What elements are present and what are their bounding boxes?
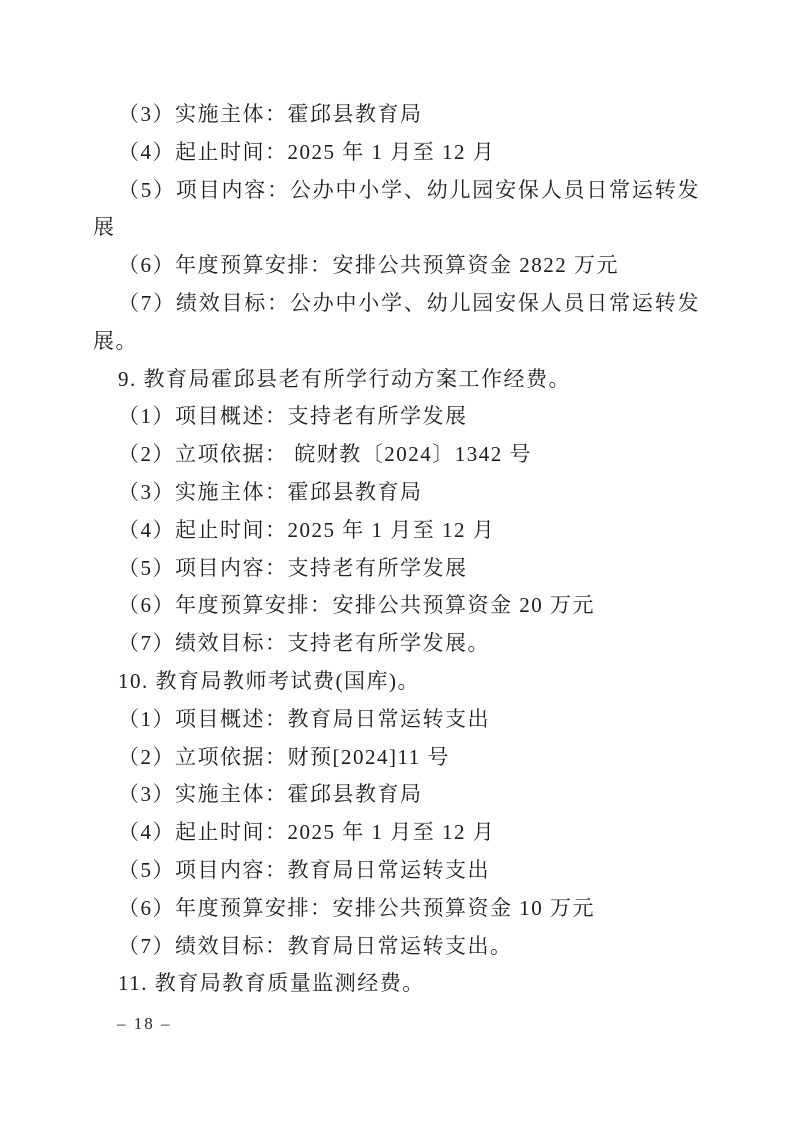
project-detail-line: （4）起止时间：2025 年 1 月至 12 月 xyxy=(118,517,496,542)
project-detail-line: （7）绩效目标：教育局日常运转支出。 xyxy=(118,933,513,958)
project-detail-line: （6）年度预算安排：安排公共预算资金 2822 万元 xyxy=(118,253,619,278)
project-detail-line: （6）年度预算安排：安排公共预算资金 20 万元 xyxy=(118,593,595,618)
project-detail-line: （3）实施主体：霍邱县教育局 xyxy=(118,479,423,504)
project-detail-line: （2）立项依据： 皖财教〔2024〕1342 号 xyxy=(118,442,532,467)
project-detail-line: （7）绩效目标：支持老有所学发展。 xyxy=(118,631,490,656)
project-detail-line: （5）项目内容：教育局日常运转支出 xyxy=(118,857,490,882)
page-footer xyxy=(117,1014,172,1034)
project-item-heading: 10. 教育局教师考试费(国库)。 xyxy=(118,668,420,693)
project-detail-line: （5）项目内容：支持老有所学发展 xyxy=(118,555,468,580)
project-detail-line: （7）绩效目标：公办中小学、幼儿园安保人员日常运转发展。 xyxy=(93,290,700,353)
project-detail-line: （3）实施主体：霍邱县教育局 xyxy=(118,782,423,807)
project-detail-line: （1）项目概述：支持老有所学发展 xyxy=(118,404,468,429)
project-detail-line: （2）立项依据：财预[2024]11 号 xyxy=(118,744,450,769)
project-detail-line: （5）项目内容：公办中小学、幼儿园安保人员日常运转发展 xyxy=(93,177,700,240)
project-detail-line: （1）项目概述：教育局日常运转支出 xyxy=(118,706,490,731)
project-item-heading: 9. 教育局霍邱县老有所学行动方案工作经费。 xyxy=(118,366,571,391)
project-detail-line: （3）实施主体：霍邱县教育局 xyxy=(118,102,423,126)
project-detail-line: （6）年度预算安排：安排公共预算资金 10 万元 xyxy=(118,895,595,920)
project-detail-line: （4）起止时间：2025 年 1 月至 12 月 xyxy=(118,139,496,164)
project-item-heading: 11. 教育局教育质量监测经费。 xyxy=(118,971,425,996)
page-number: – 18 – xyxy=(117,1014,172,1033)
project-detail-line: （4）起止时间：2025 年 1 月至 12 月 xyxy=(118,820,496,845)
document-body xyxy=(93,96,700,1003)
